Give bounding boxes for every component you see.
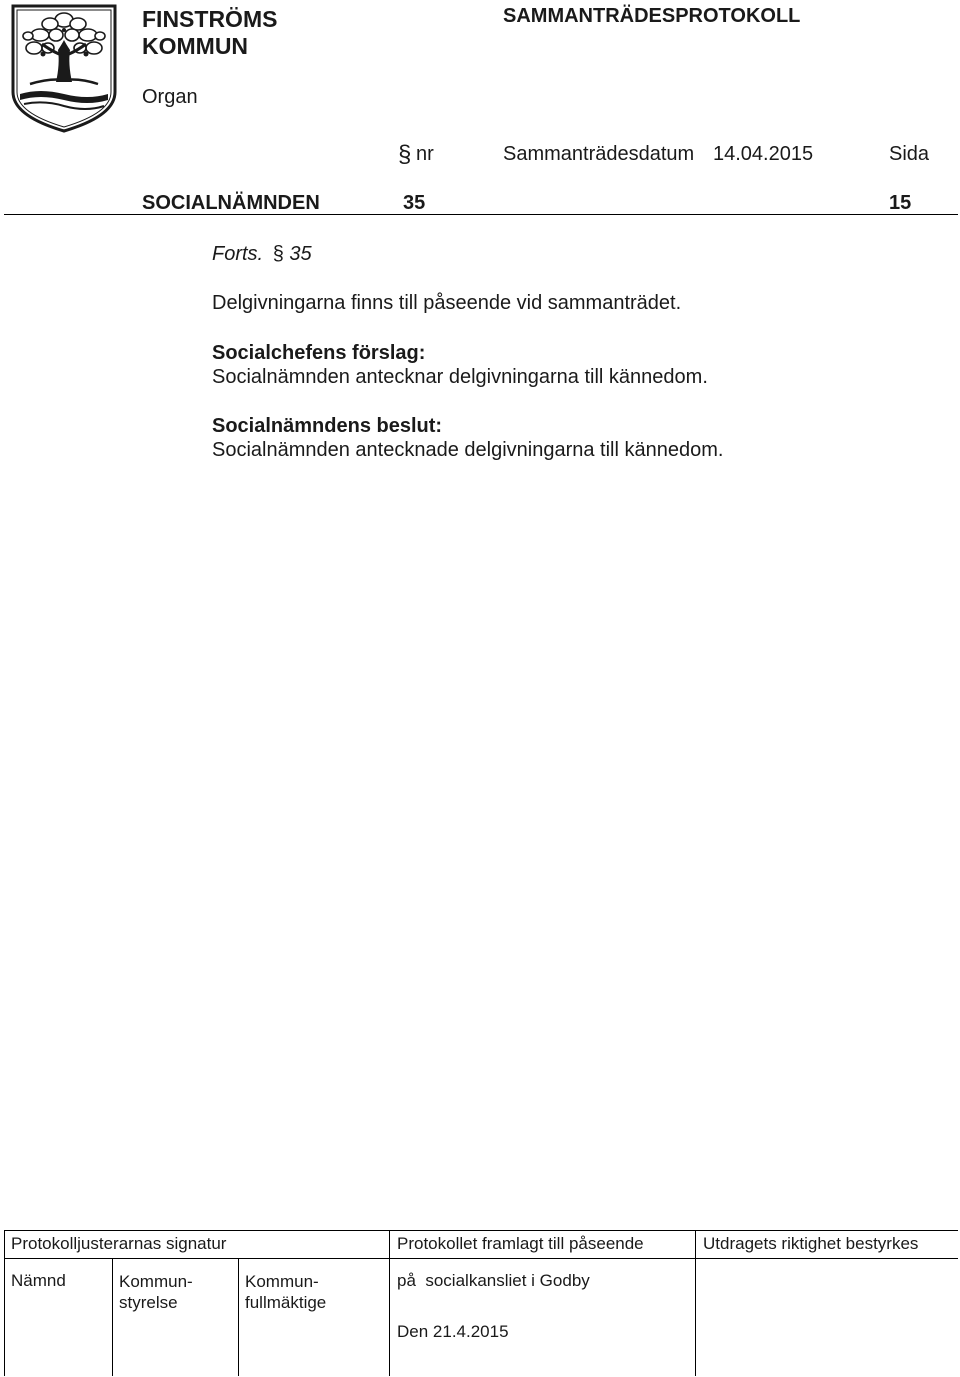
footer-col1-heading: Protokolljusterarnas signatur [11, 1234, 227, 1253]
footer-divider-1 [112, 1258, 113, 1376]
decision-text: Socialnämnden antecknade delgivningarna till kännedom. [212, 439, 724, 461]
sig-kommunfullmaktige-line1: Kommun- [245, 1272, 319, 1291]
org-name-line1: FINSTRÖMS [142, 6, 278, 32]
footer-divider-3 [389, 1230, 390, 1376]
continuation-section-sign: § [272, 243, 284, 265]
footer-heading-line [4, 1258, 958, 1259]
footer-col3-heading: Utdragets riktighet bestyrkes [703, 1234, 919, 1253]
footer-top-line [4, 1230, 958, 1231]
sig-namnd: Nämnd [11, 1271, 66, 1290]
sig-kommunfullmaktige-line2: fullmäktige [245, 1293, 327, 1312]
proposal-heading: Socialchefens förslag: [212, 342, 426, 364]
continuation-line [212, 243, 312, 266]
org-name-line2: KOMMUN [142, 33, 249, 59]
sig-kommunfullmaktige [245, 1271, 326, 1313]
sig-kommunstyrelse [119, 1271, 193, 1313]
date-label: Sammanträdesdatum [503, 143, 695, 165]
sig-kommunstyrelse-line2: styrelse [119, 1293, 178, 1312]
footer-divider-2 [238, 1258, 239, 1376]
nr-label: nr [416, 143, 434, 165]
date-value: 14.04.2015 [713, 143, 814, 165]
document-type: SAMMANTRÄDESPROTOKOLL [503, 5, 801, 27]
section-number: 35 [403, 192, 426, 214]
footer-divider-4 [695, 1230, 696, 1376]
section-sign: § [398, 141, 412, 168]
organ-value: SOCIALNÄMNDEN [142, 192, 320, 214]
decision-heading: Socialnämndens beslut: [212, 415, 443, 437]
header-divider [4, 214, 958, 215]
footer-col2-heading: Protokollet framlagt till påseende [397, 1234, 644, 1253]
page-number: 15 [889, 192, 912, 214]
footer-place: på socialkansliet i Godby [397, 1271, 590, 1290]
footer-date: Den 21.4.2015 [397, 1322, 509, 1341]
continuation-prefix: Forts. [212, 243, 264, 265]
intro-text: Delgivningarna finns till påseende vid sammanträdet. [212, 292, 682, 314]
sig-kommunstyrelse-line1: Kommun- [119, 1272, 193, 1291]
page-label: Sida [889, 143, 930, 165]
continuation-number: 35 [289, 243, 312, 265]
proposal-text: Socialnämnden antecknar delgivningarna till kännedom. [212, 366, 708, 388]
organ-label: Organ [142, 86, 198, 108]
footer-left-border [4, 1230, 5, 1376]
municipality-crest [10, 4, 118, 134]
